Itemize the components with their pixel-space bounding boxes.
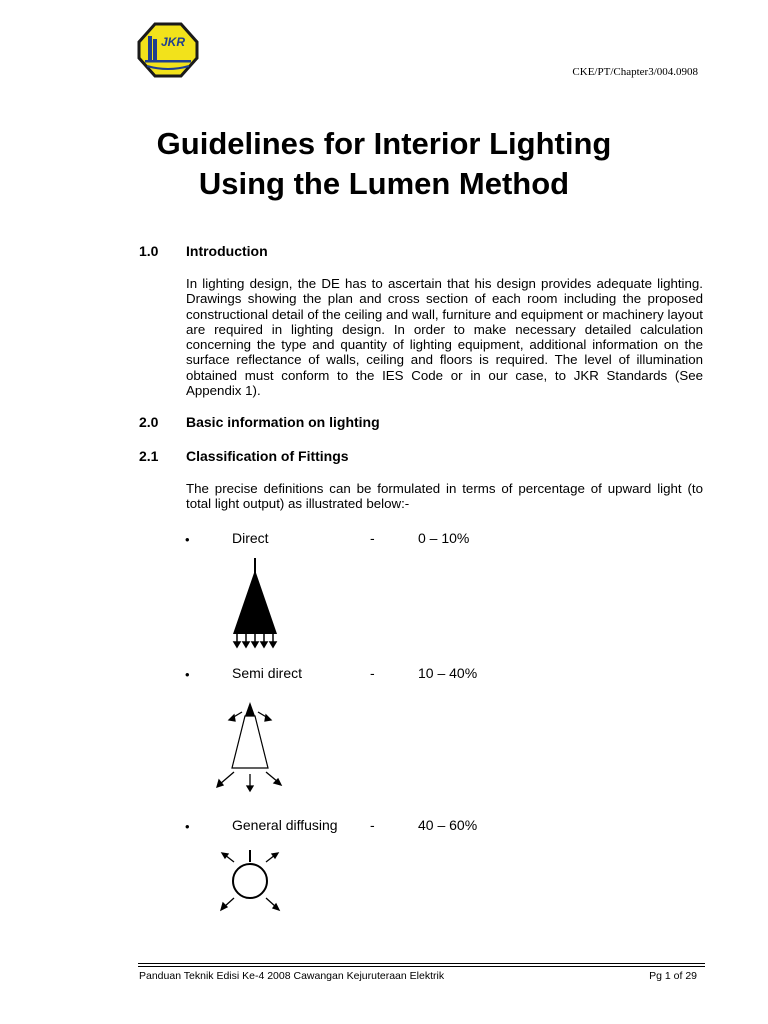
- classification-paragraph: The precise definitions can be formulated in terms of percentage of upward light (to total light output) as illustrated below:-: [186, 481, 703, 512]
- fitting-range: 0 – 10%: [418, 530, 470, 546]
- title-line-1: Guidelines for Interior Lighting: [156, 126, 612, 161]
- bullet: •: [185, 532, 190, 547]
- section-number: 2.0: [139, 414, 159, 430]
- bullet: •: [185, 819, 190, 834]
- fitting-label: General diffusing: [232, 817, 338, 833]
- footer-rule: [138, 963, 705, 964]
- section-heading-introduction: Introduction: [186, 243, 268, 259]
- direct-fitting-icon: [225, 556, 285, 652]
- fitting-range: 10 – 40%: [418, 665, 478, 681]
- semi-direct-fitting-icon: [210, 696, 290, 796]
- fitting-label: Semi direct: [232, 665, 303, 681]
- document-reference: CKE/PT/Chapter3/004.0908: [572, 66, 698, 78]
- fitting-range: 40 – 60%: [418, 817, 478, 833]
- fitting-dash: -: [370, 817, 375, 833]
- fitting-dash: -: [370, 665, 375, 681]
- general-diffusing-fitting-icon: [214, 846, 286, 916]
- title-line-2: Using the Lumen Method: [198, 166, 570, 201]
- footer-publication: Panduan Teknik Edisi Ke-4 2008 Cawangan Kejuruteraan Elektrik: [139, 970, 445, 982]
- fitting-label: Direct: [232, 530, 269, 546]
- page-title: [0, 124, 768, 204]
- section-number: 1.0: [139, 243, 159, 259]
- fitting-dash: -: [370, 530, 375, 546]
- section-heading-classification: Classification of Fittings: [186, 448, 349, 464]
- jkr-logo: [137, 22, 199, 78]
- footer-page-number: Pg 1 of 29: [649, 970, 697, 982]
- section-heading-basic-information: Basic information on lighting: [186, 414, 380, 430]
- bullet: •: [185, 667, 190, 682]
- footer-rule: [138, 966, 705, 967]
- section-number: 2.1: [139, 448, 159, 464]
- logo-text: JKR: [161, 35, 186, 49]
- introduction-paragraph: In lighting design, the DE has to ascertain that his design provides adequate lighting. Drawings showing the plan and cross section of each room including the proposed constructional detail of the ceiling and wall, furniture and equipment or machinery layout are required in lighting design. In order to make necessary detailed calculation concerning the type and quantity of lighting equipment, additional information on the surface reflectance of walls, ceiling and floors is required. The level of illumination obtained must conform to the IES Code or in our case, to JKR Standards (See Appendix 1).: [186, 276, 703, 399]
